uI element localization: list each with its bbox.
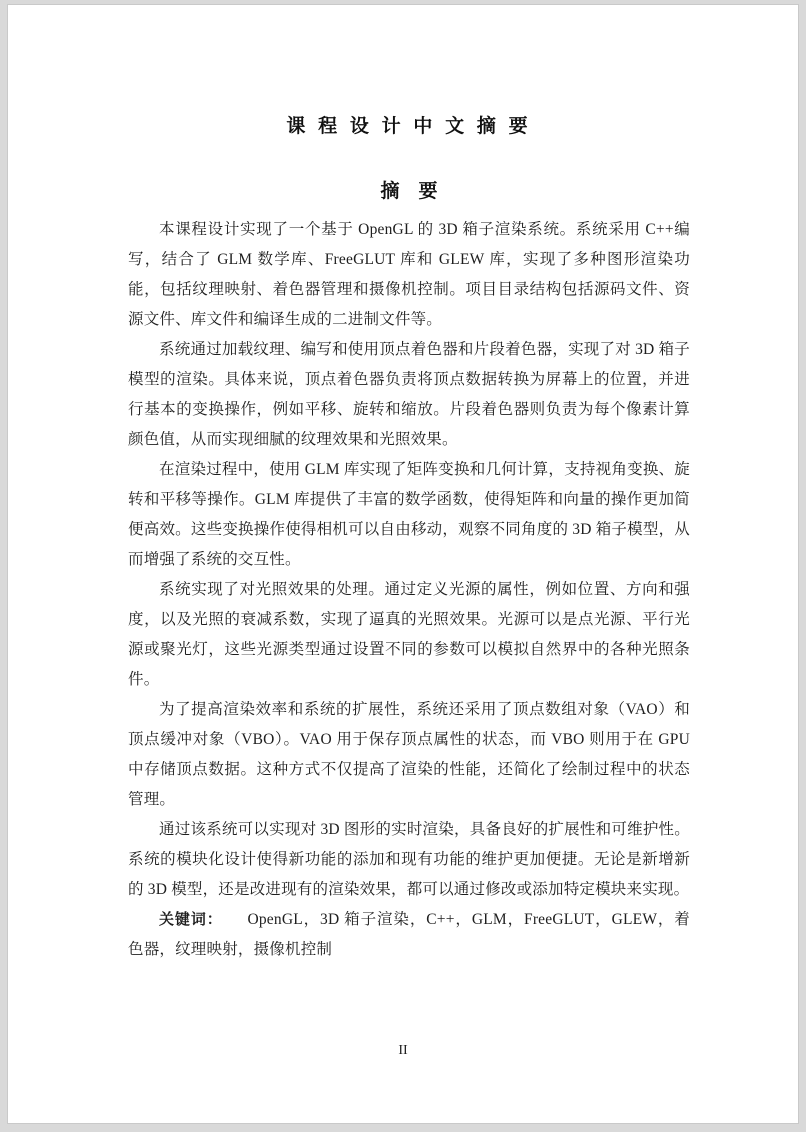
document-title: 课 程 设 计 中 文 摘 要 xyxy=(286,116,532,137)
document-page xyxy=(7,4,799,1124)
keywords-label: 关键词： xyxy=(159,911,223,928)
paragraph: 系统实现了对光照效果的处理。通过定义光源的属性，例如位置、方向和强度，以及光照的衰减系数，实现了逼真的光照效果。光源可以是点光源、平行光源或聚光灯，这些光源类型通过设置不同的参数可以模拟自然界中的各种光照条件。 xyxy=(128,581,690,688)
paragraph: 通过该系统可以实现对 3D 图形的实时渲染，具备良好的扩展性和可维护性。系统的模块化设计使得新功能的添加和现有功能的维护更加便捷。无论是新增新的 3D 模型，还是改进现有的渲染效果，都可以通过修改或添加特定模块来实现。 xyxy=(128,821,690,898)
page-content xyxy=(8,111,798,965)
keywords-text: OpenGL，3D 箱子渲染，C++，GLM，FreeGLUT，GLEW，着色器，纹理映射，摄像机控制 xyxy=(128,911,690,958)
paragraph: 本课程设计实现了一个基于 OpenGL 的 3D 箱子渲染系统。系统采用 C++编写，结合了 GLM 数学库、FreeGLUT 库和 GLEW 库，实现了多种图形渲染功能，包括纹理映射、着色器管理和摄像机控制。项目目录结构包括源码文件、资源文件、库文件和编译生成的二进制文件等。 xyxy=(128,221,690,328)
paragraph: 为了提高渲染效率和系统的扩展性，系统还采用了顶点数组对象（VAO）和顶点缓冲对象（VBO）。VAO 用于保存顶点属性的状态，而 VBO 则用于在 GPU 中存储顶点数据。这种方式不仅提高了渲染的性能，还简化了绘制过程中的状态管理。 xyxy=(128,701,690,808)
abstract-body xyxy=(128,215,690,965)
keywords-line xyxy=(128,905,690,965)
abstract-heading: 摘 要 xyxy=(380,181,438,202)
paragraph: 在渲染过程中，使用 GLM 库实现了矩阵变换和几何计算，支持视角变换、旋转和平移等操作。GLM 库提供了丰富的数学函数，使得矩阵和向量的操作更加简便高效。这些变换操作使得相机可以自由移动，观察不同角度的 3D 箱子模型，从而增强了系统的交互性。 xyxy=(128,461,690,568)
page-number: II xyxy=(398,1043,408,1058)
paragraph: 系统通过加载纹理、编写和使用顶点着色器和片段着色器，实现了对 3D 箱子模型的渲染。具体来说，顶点着色器负责将顶点数据转换为屏幕上的位置，并进行基本的变换操作，例如平移、旋转和缩放。片段着色器则负责为每个像素计算颜色值，从而实现细腻的纹理效果和光照效果。 xyxy=(128,341,690,448)
